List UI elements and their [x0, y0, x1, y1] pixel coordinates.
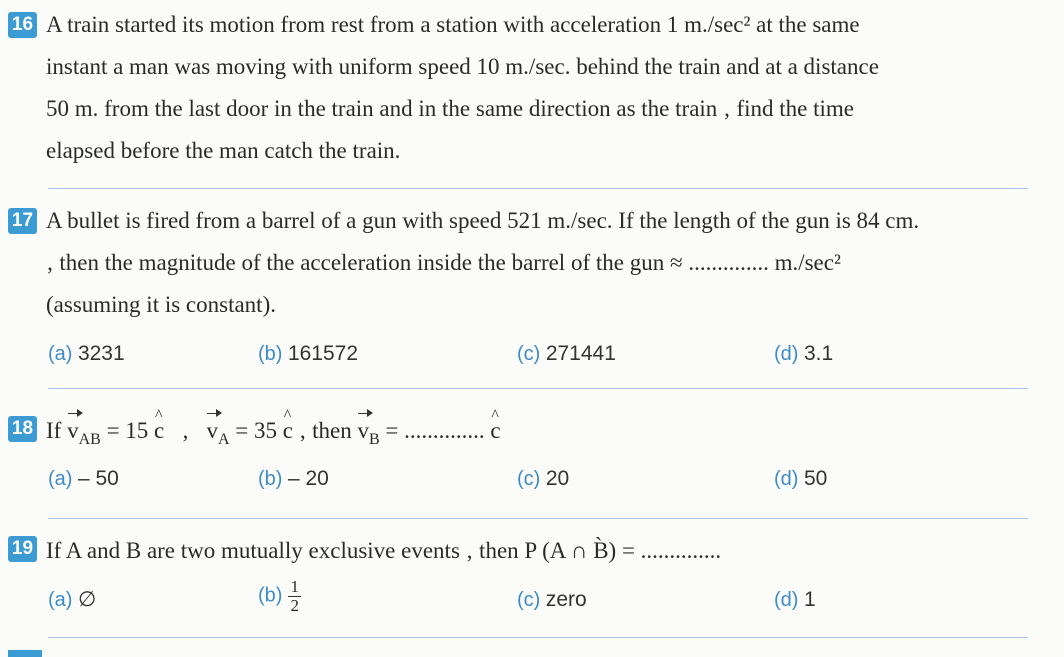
question-number-badge: 19 [8, 536, 37, 562]
option-b[interactable]: (b) $\frac{1}{2}$ [258, 577, 299, 615]
option-c[interactable]: (c) 20 [517, 467, 570, 490]
question-text-line: A bullet is fired from a barrel of a gun with speed 521 m./sec. If the length of the gun is 84 cm. [46, 208, 920, 233]
question-text-line: elapsed before the man catch the train. [46, 138, 401, 163]
question-number-badge: 17 [8, 208, 37, 234]
question-text-line: 50 m. from the last door in the train and in the same direction as the train ‚ find the time [46, 96, 854, 121]
unit-vector-c: ^ c [283, 417, 293, 445]
option-c[interactable]: (c) zero [517, 588, 587, 611]
question-text-line: If A and B are two mutually exclusive events ‚ then P (A ∩ B̀) = .............. [46, 538, 722, 563]
question-text-line: (assuming it is constant). [46, 292, 276, 317]
option-d[interactable]: (d) 50 [774, 467, 828, 490]
next-question-badge-edge [8, 650, 42, 657]
question-text-line: A train started its motion from rest from a station with acceleration 1 m./sec² at the same [46, 12, 860, 37]
question-text-line: If $v_{AB} = 15$ ^ c ‚ $v_A = 35$ ^ c ‚ then $v_B$ = .............. ^ c [46, 417, 501, 454]
unit-vector-c: ^ c [490, 417, 500, 445]
option-a[interactable]: (a) ∅ [48, 588, 97, 611]
question-text-line: ‚ then the magnitude of the acceleration inside the barrel of the gun ≈ .............. m./sec² [46, 250, 841, 275]
divider [48, 188, 1028, 189]
question-number-badge: 18 [8, 416, 37, 442]
question-number-badge: 16 [8, 12, 37, 38]
option-c[interactable]: (c) 271441 [517, 342, 616, 365]
option-d[interactable]: (d) 1 [774, 588, 816, 611]
fraction: $\frac{1}{2}$ [290, 577, 299, 615]
divider [48, 637, 1028, 638]
question-text-line: instant a man was moving with uniform speed 10 m./sec. behind the train and at a distance [46, 54, 879, 79]
option-b[interactable]: (b) 161572 [258, 342, 359, 365]
option-a[interactable]: (a) – 50 [48, 467, 119, 490]
vector-v: v [357, 418, 369, 443]
divider [48, 388, 1028, 389]
divider [48, 518, 1028, 519]
vector-v: v [67, 418, 79, 443]
option-a[interactable]: (a) 3231 [48, 342, 125, 365]
option-d[interactable]: (d) 3.1 [774, 342, 834, 365]
unit-vector-c: ^ c [154, 417, 164, 445]
vector-v: v [206, 418, 218, 443]
option-b[interactable]: (b) – 20 [258, 467, 329, 490]
